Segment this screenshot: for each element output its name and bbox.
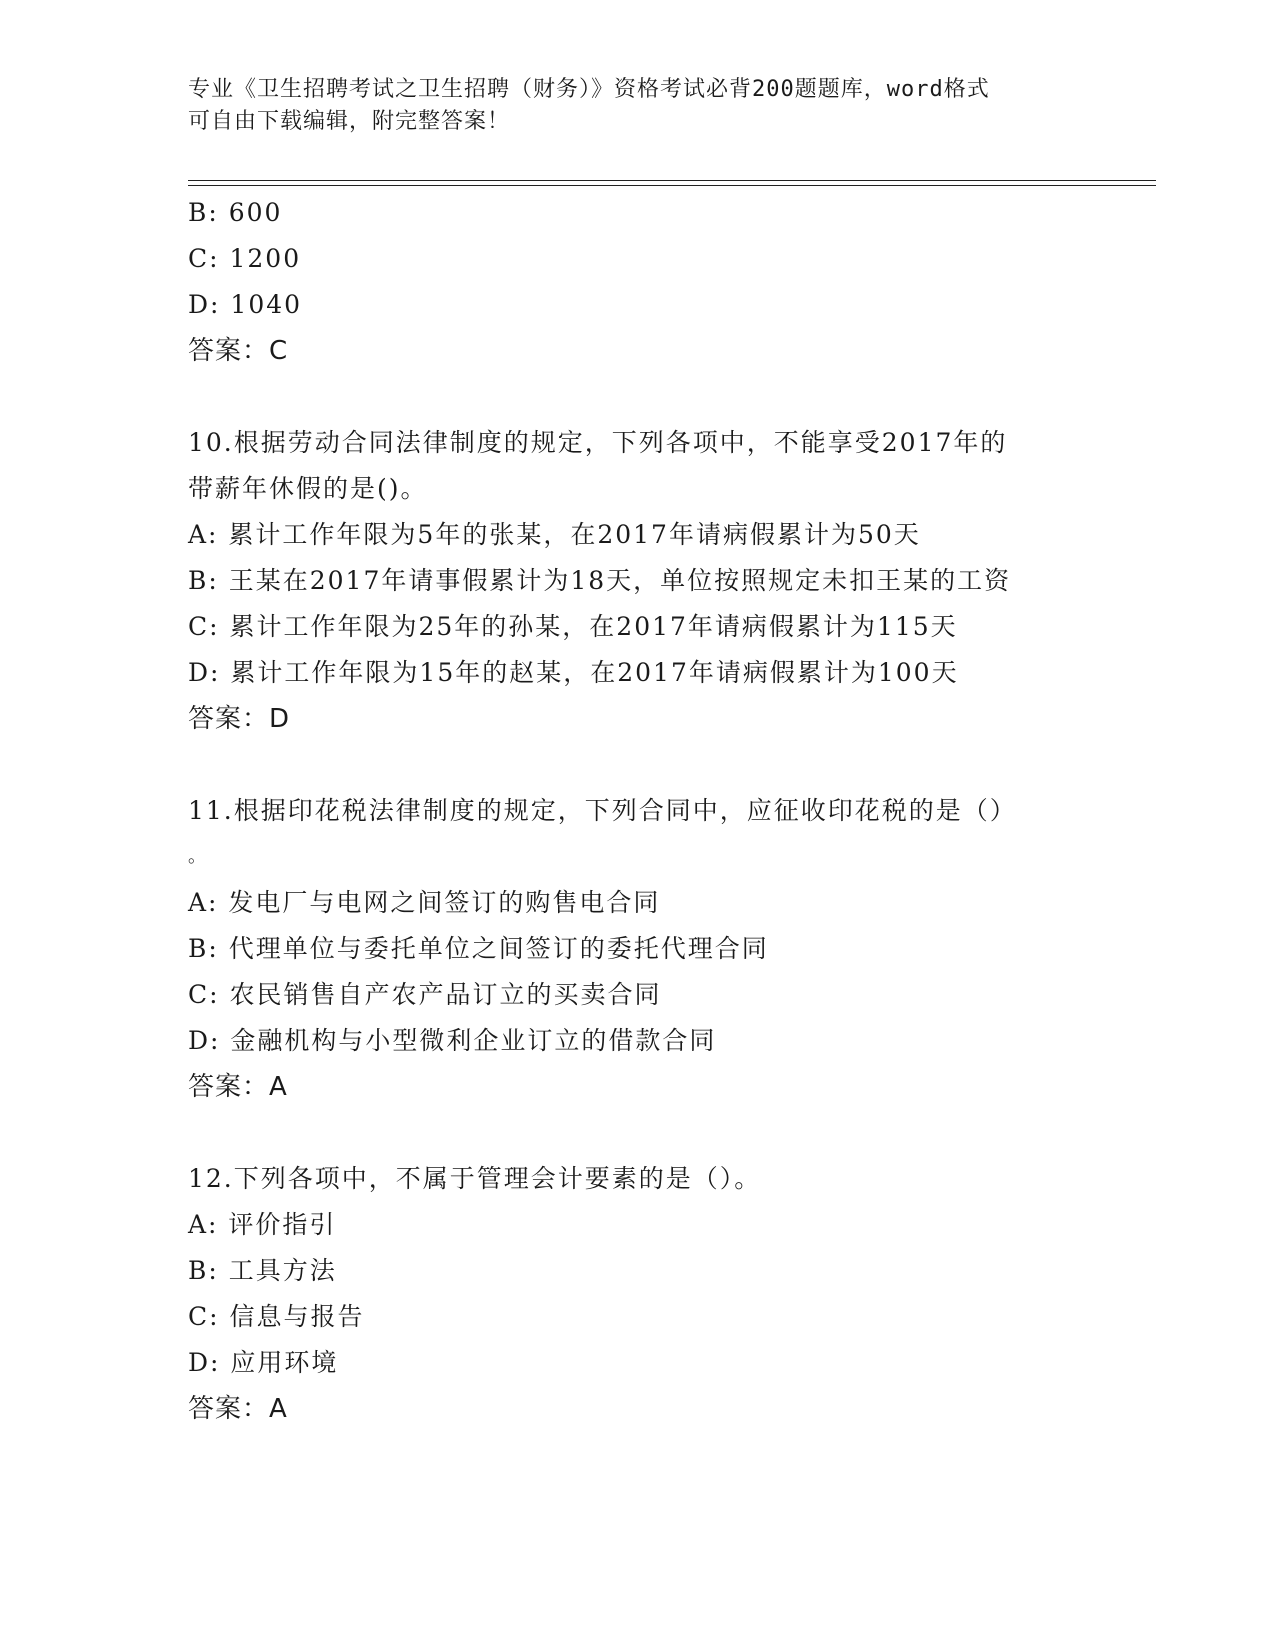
option-d: D: 金融机构与小型微利企业订立的借款合同	[188, 1026, 717, 1055]
question-stem-line: 10.根据劳动合同法律制度的规定，下列各项中，不能享受2017年的	[188, 428, 1008, 457]
header-title-line-2: 可自由下载编辑，附完整答案！	[188, 109, 511, 134]
answer-line: 答案：D	[188, 704, 291, 734]
option-c: C: 累计工作年限为25年的孙某，在2017年请病假累计为115天	[188, 612, 958, 641]
header-divider-top	[188, 180, 1156, 181]
question-stem-line: 11.根据印花税法律制度的规定，下列合同中，应征收印花税的是（）	[188, 796, 1017, 825]
option-c: C: 1200	[188, 244, 302, 273]
question-stem-line: 12.下列各项中，不属于管理会计要素的是（）。	[188, 1164, 762, 1193]
question-11	[188, 788, 1148, 1110]
option-c: C: 信息与报告	[188, 1302, 365, 1331]
page-header	[188, 74, 1088, 138]
option-c: C: 农民销售自产农产品订立的买卖合同	[188, 980, 662, 1009]
option-b: B: 工具方法	[188, 1256, 337, 1285]
document-body	[188, 190, 1148, 1432]
option-b: B: 600	[188, 198, 283, 227]
option-a: A: 发电厂与电网之间签订的购售电合同	[188, 888, 661, 917]
question-stem-line: 带薪年休假的是()。	[188, 474, 428, 503]
option-d: D: 应用环境	[188, 1348, 339, 1377]
prev-question	[188, 190, 1148, 374]
answer-line: 答案：C	[188, 336, 289, 366]
option-b: B: 代理单位与委托单位之间签订的委托代理合同	[188, 934, 769, 963]
answer-line: 答案：A	[188, 1394, 288, 1424]
option-d: D: 1040	[188, 290, 303, 319]
option-b: B: 王某在2017年请事假累计为18天，单位按照规定未扣王某的工资	[188, 566, 1012, 595]
question-stem-line: 。	[188, 846, 208, 867]
header-divider-bottom	[188, 185, 1156, 186]
option-d: D: 累计工作年限为15年的赵某，在2017年请病假累计为100天	[188, 658, 959, 687]
option-a: A: 评价指引	[188, 1210, 337, 1239]
question-10	[188, 420, 1148, 742]
answer-line: 答案：A	[188, 1072, 288, 1102]
question-12	[188, 1156, 1148, 1432]
option-a: A: 累计工作年限为5年的张某，在2017年请病假累计为50天	[188, 520, 921, 549]
header-title-line-1: 专业《卫生招聘考试之卫生招聘（财务）》资格考试必背200题题库，word格式	[188, 77, 990, 102]
